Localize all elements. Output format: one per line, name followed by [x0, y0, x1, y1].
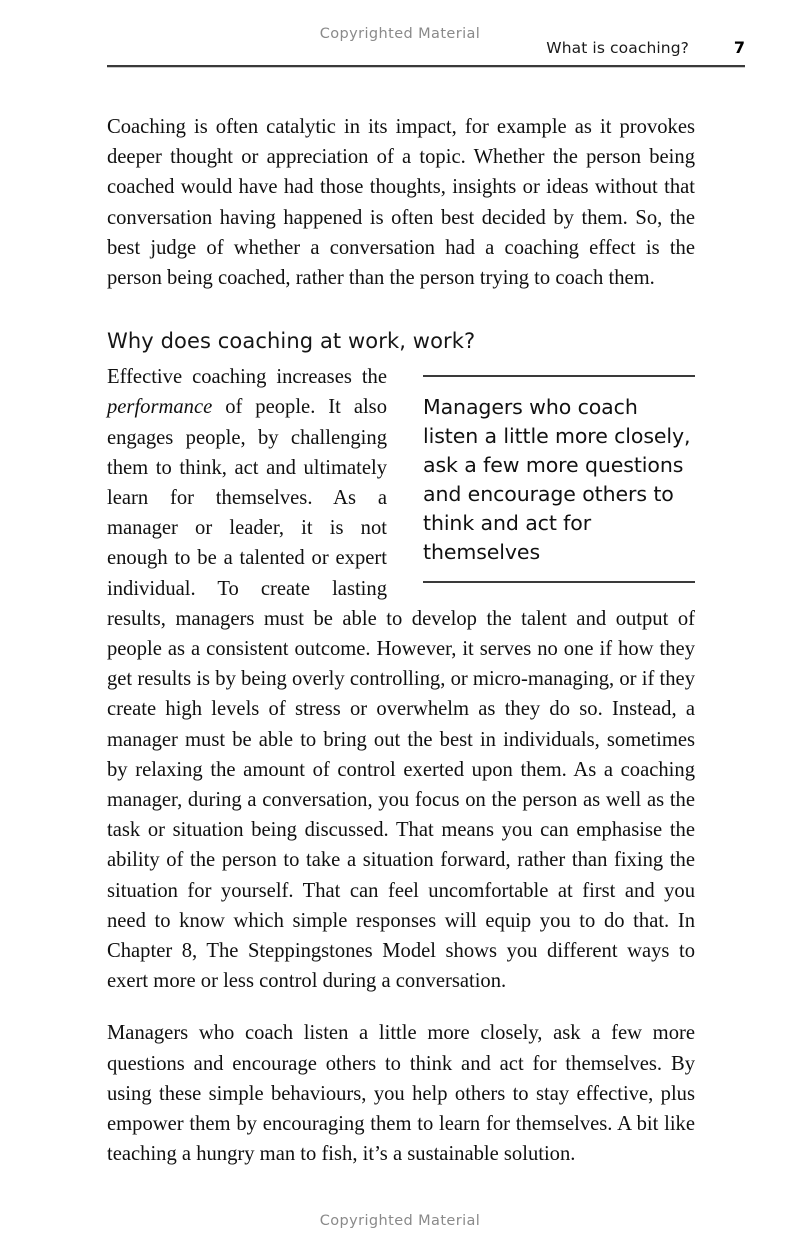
body-text-column	[107, 112, 695, 1170]
paragraph-segment-before-italic: Effective coaching increases the	[107, 366, 387, 389]
copyright-watermark-bottom: Copyrighted Material	[319, 1213, 481, 1229]
running-head-chapter-title: What is coaching?	[546, 39, 689, 57]
page-number: 7	[733, 38, 745, 57]
running-head	[107, 38, 745, 57]
paragraph-segment-after-italic: of people. It also engages people, by challenging them to think, act and ultimately learn for themselves. As a manager or leader, it is not enough to be a talented or expert individual. To create lasting results, managers must be able to develop the talent and output of people as a consistent outcome. However, it serves no one if how they get results is by being overly controlling, or micro-managing, or if they create high levels of stress or overwhelm as they do so. Instead, a manager must be able to bring out the best in individuals, sometimes by relaxing the amount of control exerted upon them. As a coaching manager, during a conversation, you focus on the person as well as the task or situation being discussed. That means you can emphasise the ability of the person to take a situation forward, rather than fixing the situation for yourself. That can feel uncomfortable at first and you need to know which simple responses will equip you to do that. In Chapter 8, The Steppingstones Model shows you different ways to exert more or less control during a conversation.	[107, 396, 695, 993]
pullquote-wrap-zone	[107, 362, 695, 996]
pull-quote-box	[423, 375, 695, 583]
paragraph-closing: Managers who coach listen a little more closely, ask a few more questions and encourage others to think and act for themselves. By using these simple behaviours, you help others to stay effective, plus empower them by encouraging them to learn for themselves. A bit like teaching a hungry man to fish, it’s a sustainable solution.	[107, 1022, 695, 1166]
header-rule	[107, 65, 745, 67]
paragraph-spacer	[107, 293, 695, 329]
paragraph-opening: Coaching is often catalytic in its impact, for example as it provokes deeper thought or appreciation of a topic. Whether the person being coached would have had those thoughts, insights or ideas without that conversation having happened is often best decided by them. So, the best judge of whether a conversation had a coaching effect is the person being coached, rather than the person trying to coach them.	[107, 116, 695, 290]
copyright-watermark-top: Copyrighted Material	[319, 26, 481, 42]
pull-quote-text: Managers who coach listen a little more closely, ask a few more questions and encourage others to think and act for themselves	[423, 395, 691, 565]
paragraph-spacer-2	[107, 996, 695, 1018]
heading-spacer	[107, 353, 695, 362]
italic-emphasis-performance: performance	[107, 396, 213, 419]
section-heading: Why does coaching at work, work?	[107, 329, 476, 354]
